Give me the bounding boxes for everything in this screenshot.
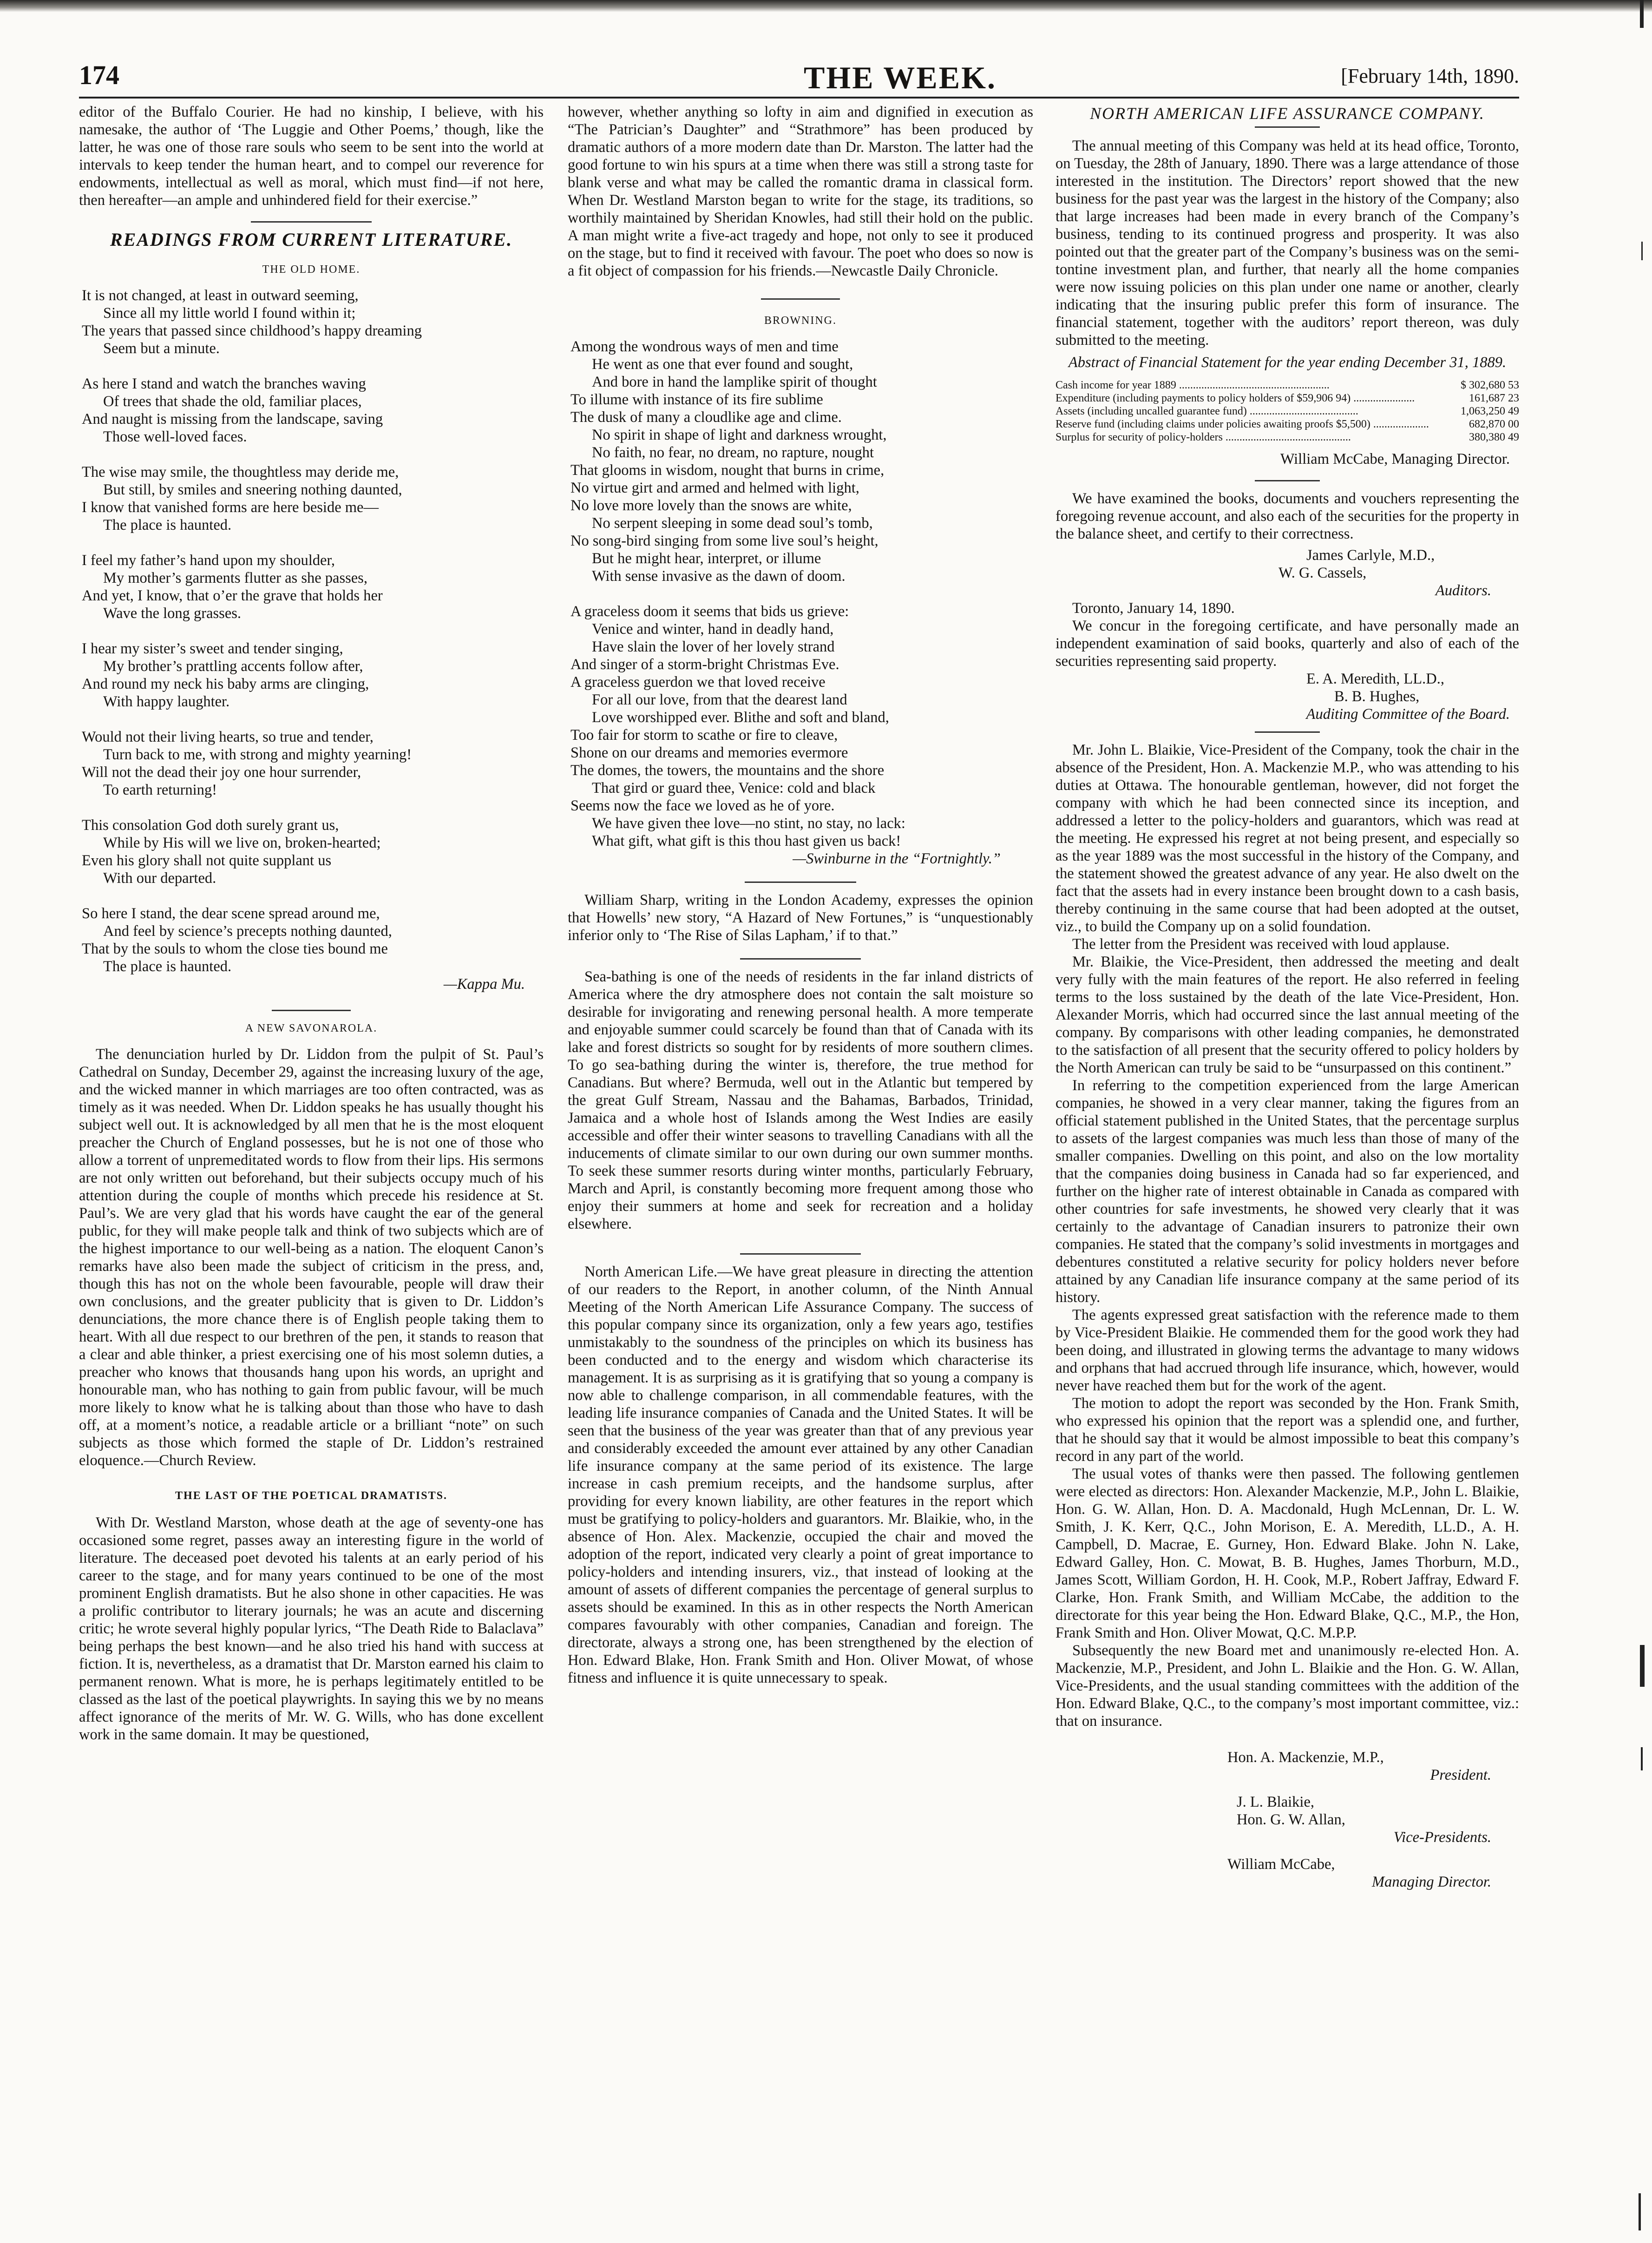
poem-line: To illume with instance of its fire sublime [570, 391, 823, 408]
committee-name: B. B. Hughes, [1334, 688, 1420, 705]
article-title: THE LAST OF THE POETICAL DRAMATISTS. [175, 1490, 447, 1502]
page-right-edge [1615, 0, 1652, 2243]
poem-line: He went as one that ever found and sought, [592, 356, 853, 373]
poem-line: Those well-loved faces. [103, 428, 247, 445]
financial-signature: William McCabe, Managing Director. [1280, 451, 1510, 467]
article-savonarola: The denunciation hurled by Dr. Liddon from the pulpit of St. Paul’s Cathedral on Sunday, December 29, against the increasing luxury of the age, and the wicked manner in which marriages are too often contracted, was as timely as it was needed. When Dr. Liddon speaks he has usually thought his subject well out. It is acknowledged by all men that he is the most eloquent preacher the Church of England possesses, but he is not one of those who allow a torrent of unpremeditated words to flow from their lips. His sermons are not only written out beforehand, but their subjects occupy much of his attention during the couple of months which precede his residence at St. Paul’s. We are very glad that his words have caught the ear of the general public, for they will make people talk and think of two subjects which are of the highest importance to our well-being as a nation. The eloquent Canon’s remarks have also been made the subject of criticism in the press, and, though this has not on the whole been favourable, people will draw their own conclusions, and the greater publicity that is given to Dr. Liddon’s denunciations, the more chance there is of English people taking them to heart. With all due respect to our brethren of the pen, it stands to reason that a clear and able thinker, a priest exercising one of his most solemn duties, a preacher who knows that thousands hang upon his words, an upright and honourable man, who has nothing to gain from public favour, will be much more likely to know what he is talking about than those who have to dash off, at a moment’s notice, a readable article or a brilliant “note” on such subjects as those which formed the staple of Dr. Liddon’s restrained eloquence.—Church Review. [79, 1046, 544, 1469]
poem-stanza [82, 463, 544, 534]
report-paragraph: The agents expressed great satisfaction with the reference made to them by Vice-President Blaikie. He commended them for the good work they had been doing, and illustrated in glowing terms the advantage to many widows and orphans that had accrued through life insurance, which, however, would never have reached them but for the work of the agent. [1055, 1307, 1519, 1394]
toronto-date: Toronto, January 14, 1890. [1072, 600, 1235, 617]
financial-item: Cash income for year 1889 ...................................................... [1055, 379, 1330, 391]
vice-president-name: J. L. Blaikie, [1237, 1794, 1314, 1810]
auditors-statement: We have examined the books, documents and vouchers representing the foregoing revenue account, and also each of the securities for the property in the balance sheet, and certify to their correctness. [1055, 490, 1519, 542]
section-title: READINGS FROM CURRENT LITERATURE. [110, 229, 513, 250]
page-number: 174 [79, 60, 119, 90]
divider [740, 958, 861, 960]
poem-line: I hear my sister’s sweet and tender singing, [82, 640, 343, 657]
publication-title: THE WEEK. [804, 60, 996, 95]
poem-line: No virtue girt and armed and helmed with light, [570, 480, 859, 496]
poem-line: We have given thee love—no stint, no stay, no lack: [592, 815, 905, 832]
financial-row [1055, 379, 1519, 392]
poem-line: Too fair for storm to scathe or fire to cleave, [570, 727, 838, 743]
column-middle [568, 103, 1033, 1687]
poem-line: With our departed. [103, 870, 216, 887]
financial-row [1055, 431, 1519, 444]
poem-line: But he might hear, interpret, or illume [592, 550, 821, 567]
poem-line: Even his glory shall not quite supplant us [82, 852, 332, 869]
poem-line: The place is haunted. [103, 958, 232, 975]
poem-line: The place is haunted. [103, 517, 232, 533]
poem-line: The wise may smile, the thoughtless may deride me, [82, 464, 399, 480]
poem-line: But still, by smiles and sneering nothing daunted, [103, 481, 402, 498]
poem-line: Shone on our dreams and memories evermore [570, 744, 848, 761]
financial-row [1055, 392, 1519, 405]
poem-line: A graceless doom it seems that bids us grieve: [570, 603, 849, 620]
auditors-label: Auditors. [1435, 582, 1491, 599]
financial-item: Surplus for security of policy-holders ............................................. [1055, 431, 1351, 443]
poem-line: And round my neck his baby arms are clinging, [82, 676, 369, 692]
divider [251, 221, 372, 223]
poem-line: No spirit in shape of light and darkness wrought, [592, 427, 887, 443]
financial-item: Reserve fund (including claims under policies awaiting proofs $5,500) .................... [1055, 418, 1429, 430]
poem-line: That glooms in wisdom, nought that burns in crime, [570, 462, 885, 479]
poem-line: For all our love, from that the dearest land [592, 691, 847, 708]
financial-amount: 682,870 00 [1469, 418, 1519, 430]
poem-line: My mother’s garments flutter as she passes, [103, 570, 367, 586]
poem-stanza [82, 375, 544, 446]
poem-line: Seems now the face we loved as he of yore. [570, 797, 835, 814]
issue-date: [February 14th, 1890. [1341, 65, 1519, 87]
article-title: A NEW SAVONAROLA. [245, 1022, 378, 1034]
poem-line: Since all my little world I found within it; [103, 305, 356, 322]
poem-line: I feel my father’s hand upon my shoulder, [82, 552, 335, 569]
poem-stanza [570, 338, 1033, 585]
poem-old-home [82, 287, 544, 975]
auditor-name: W. G. Cassels, [1278, 565, 1367, 581]
poem-line: And feel by science’s precepts nothing daunted, [103, 923, 392, 940]
poem-stanza [82, 552, 544, 622]
divider [1255, 126, 1320, 128]
page-header [79, 59, 1519, 97]
poem-attribution: —Swinburne in the “Fortnightly.” [793, 850, 1001, 867]
financial-amount: $ 302,680 53 [1461, 379, 1519, 391]
divider [272, 1010, 351, 1011]
article-continuation: however, whether anything so lofty in aim and dignified in execution as “The Patrician’s Daughter” and “Strathmore” has been produced by dramatic authors of a more modern date than Dr. Marston. The latter had the good fortune to win his spurs at a time when there was still a strong taste for blank verse and what may be called the romantic drama in classical form. When Dr. Westland Marston began to write for the stage, its traditions, so worthily maintained by Sheridan Knowles, had still their hold on the public. A man might write a five-act tragedy and hope, not only to see it produced on the stage, but to find it received with favour. The poet who does so now is a fit object of compassion for his friends.—Newcastle Daily Chronicle. [568, 104, 1033, 279]
poem-line: To earth returning! [103, 782, 217, 798]
financial-row [1055, 418, 1519, 431]
poem-line: And bore in hand the lamplike spirit of thought [592, 374, 877, 390]
financial-item: Assets (including uncalled guarantee fund) ....................................... [1055, 405, 1358, 417]
poem-line: While by His will we live on, broken-hearted; [103, 835, 381, 851]
committee-label: Auditing Committee of the Board. [1306, 706, 1510, 723]
poem-stanza [82, 640, 544, 710]
report-paragraph: Subsequently the new Board met and unanimously re-elected Hon. A. Mackenzie, M.P., President, and John L. Blaikie and the Hon. G. W. Allan, Vice-Presidents, and the usual standing committees with the addition of the Hon. Edward Blake, Q.C., to the company’s most important committee, viz.: that on insurance. [1055, 1642, 1519, 1730]
header-rule [79, 97, 1519, 99]
poem-line: Among the wondrous ways of men and time [570, 338, 839, 355]
poem-line: My brother’s prattling accents follow after, [103, 658, 363, 675]
poem-line: And naught is missing from the landscape, saving [82, 411, 383, 428]
poem-line: So here I stand, the dear scene spread around me, [82, 905, 380, 922]
intro-paragraph: editor of the Buffalo Courier. He had no kinship, I believe, with his namesake, the author of ‘The Luggie and Other Poems,’ though, like the latter, he was one of those rare souls who seem to be sent into the world at intervals to keep tender the human heart, and to compel our reverence for endowments, intellectual as well as moral, which must find—if not here, then hereafter—an ample and unhindered field for their exercise.” [79, 104, 544, 209]
report-title: NORTH AMERICAN LIFE ASSURANCE COMPANY. [1090, 104, 1485, 123]
financial-amount: 161,687 23 [1469, 392, 1519, 404]
divider [761, 298, 840, 300]
poem-line: Seem but a minute. [103, 340, 220, 357]
poem-line: The dusk of many a cloudlike age and clime. [570, 409, 842, 426]
financial-amount: 1,063,250 49 [1461, 405, 1519, 417]
page-top-edge [0, 0, 1652, 12]
poem-stanza [570, 603, 1033, 850]
managing-director-label: Managing Director. [1372, 1874, 1491, 1890]
poem-title: BROWNING. [764, 315, 837, 327]
poem-line: Of trees that shade the old, familiar places, [103, 393, 362, 410]
poem-line: A graceless guerdon we that loved receive [570, 674, 826, 691]
divider [1255, 731, 1320, 733]
report-paragraph: Mr. John L. Blaikie, Vice-President of the Company, took the chair in the absence of the President, Hon. A. Mackenzie M.P., who was attending to his duties at Ottawa. The honourable gentleman, however, did not forget the company with which he had been connected since its inception, and addressed a letter to the policy-holders and guarantors, which was read at the meeting. He expressed his regret at not being present, and especially so as the year 1889 was the most successful in the history of the Company, and the statement showed the greatest advance of any year. He also dwelt on the fact that the assets had in every instance been brought down to a cash basis, thereby continuing in the same course that had been adopted at the outset, viz., to build the Company up on a solid foundation. [1055, 742, 1519, 935]
poem-browning [570, 338, 1033, 850]
poem-line: I know that vanished forms are here beside me— [82, 499, 379, 516]
poem-line: Turn back to me, with strong and mighty yearning! [103, 746, 412, 763]
poem-line: With happy laughter. [103, 693, 230, 710]
vice-president-name: Hon. G. W. Allan, [1237, 1811, 1345, 1828]
poem-line: Would not their living hearts, so true and tender, [82, 729, 374, 745]
vice-presidents-label: Vice-Presidents. [1393, 1829, 1491, 1846]
financial-item: Expenditure (including payments to policy holders of $59,906 94) ...................... [1055, 392, 1415, 404]
president-label: President. [1430, 1767, 1491, 1783]
financial-statement [1055, 379, 1519, 444]
poem-line: Wave the long grasses. [103, 605, 242, 622]
note-north-american-life: North American Life.—We have great pleasure in directing the attention of our readers to the Report, in another column, of the Ninth Annual Meeting of the North American Life Assurance Company. The success of this popular company since its organization, only a few years ago, testifies unmistakably to the soundness of the principles on which its business has been conducted and to the energy and wisdom which characterise its management. It is as surprising as it is gratifying that so young a company is now able to challenge comparison, in all commendable features, with the leading life insurance companies of Canada and the United States. It will be seen that the business of the year was greater than that of any previous year and considerably exceeded the amount ever attained by any other Canadian life insurance company at the same period of its existence. The large increase in cash premium receipts, and the handsome surplus, after providing for every known liability, are other features in the report which must be gratifying to policy-holders and guarantors. Mr. Blaikie, who, in the absence of Hon. Alex. Mackenzie, occupied the chair and moved the adoption of the report, indicated very clearly a point of great importance to policy-holders and intending insurers, viz., that instead of looking at the amount of assets of different companies the percentage of general surplus to assets should be examined. In this as in other respects the North American compares favourably with other companies, Canadian and foreign. The directorate, always a strong one, has been strengthened by the election of Hon. Edward Blake, Hon. Frank Smith and Hon. Oliver Mowat, of whose fitness and influence it is quite unnecessary to speak. [568, 1263, 1033, 1686]
poem-stanza [82, 905, 544, 975]
poem-line: No faith, no fear, no dream, no rapture, nought [592, 444, 874, 461]
poem-title: THE OLD HOME. [262, 263, 361, 276]
managing-director-name: William McCabe, [1227, 1856, 1335, 1873]
poem-line: As here I stand and watch the branches waving [82, 375, 366, 392]
president-name: Hon. A. Mackenzie, M.P., [1227, 1749, 1384, 1766]
poem-line: That by the souls to whom the close ties bound me [82, 941, 388, 957]
poem-line: Will not the dead their joy one hour surrender, [82, 764, 361, 781]
poem-stanza [82, 728, 544, 799]
poem-line: It is not changed, at least in outward seeming, [82, 287, 359, 304]
committee-name: E. A. Meredith, LL.D., [1306, 671, 1444, 687]
report-paragraph: In referring to the competition experienced from the large American companies, he showed in a very clear manner, taking the figures from an official statement published in the United States, that the percentage surplus to assets of the largest companies was much less than those of many of the smaller companies. Dwelling on this point, and also on the low mortality that the companies doing business in Canada had so far experienced, and further on the higher rate of interest obtainable in Canada as compared with other countries for safe investments, he showed very clearly that it was certainly to the advantage of Canadian insurers to patronize their own companies. He stated that the company’s solid investments in mortgages and debentures constituted a relative security for policy holders never before attained by any Canadian life insurance company at the same period of its history. [1055, 1077, 1519, 1306]
poem-line: Venice and winter, hand in deadly hand, [592, 621, 834, 638]
poem-line: No serpent sleeping in some dead soul’s tomb, [592, 515, 873, 532]
note-sharp: William Sharp, writing in the London Academy, expresses the opinion that Howells’ new story, “A Hazard of New Fortunes,” is “unquestionably inferior only to ‘The Rise of Silas Lapham,’ if to that.” [568, 892, 1033, 944]
financial-row [1055, 405, 1519, 418]
poem-stanza [82, 816, 544, 887]
article-last-dramatists: With Dr. Westland Marston, whose death at the age of seventy-one has occasioned some regret, passes away an interesting figure in the world of literature. The deceased poet devoted his talents at an early period of his career to the stage, and for many years continued to be one of the most prominent English dramatists. But he also shone in other capacities. He was a prolific contributor to literary journals; he was an acute and discerning critic; he wrote several highly popular lyrics, “The Death Ride to Balaclava” being perhaps the best known—and he also tried his hand with success at fiction. It is, nevertheless, as a dramatist that Dr. Marston earned his claim to permanent renown. What is more, he is perhaps legitimately entitled to be classed as the last of the poetical playwrights. In saying this we by no means affect ignorance of the merits of Mr. W. G. Wills, who has done excellent work in the same domain. It may be questioned, [79, 1514, 544, 1743]
column-left [79, 103, 544, 1743]
divider [740, 1253, 861, 1255]
poem-stanza [82, 287, 544, 357]
abstract-title: Abstract of Financial Statement for the year ending December 31, 1889. [1068, 354, 1507, 371]
report-body [1055, 741, 1519, 1730]
poem-line: And yet, I know, that o’er the grave that holds her [82, 587, 383, 604]
poem-line: What gift, what gift is this thou hast given us back! [592, 833, 901, 849]
poem-line: The domes, the towers, the mountains and the shore [570, 762, 885, 779]
column-right [1055, 103, 1519, 1891]
auditor-name: James Carlyle, M.D., [1306, 547, 1435, 564]
poem-line: The years that passed since childhood’s happy dreaming [82, 322, 422, 339]
divider [1255, 480, 1320, 481]
divider [745, 881, 856, 883]
note-sea-bathing: Sea-bathing is one of the needs of residents in the far inland districts of America where the dry atmosphere does not contain the salt moisture so desirable for invigorating and renewing personal health. A more temperate and enjoyable summer could scarcely be found than that of Canada with its lake and forest districts so sought for by residents of more southern climes. To go sea-bathing during the winter is, therefore, the true method for Canadians. But where? Bermuda, well out in the Atlantic but tempered by the great Gulf Stream, Nassau and the Bahamas, Barbados, Trinidad, Jamaica and a whole host of Islands among the West Indies are easily accessible and offer their winter seasons to travelling Canadians with all the inducements of climate similar to our own during our own summer months. To seek these summer resorts during winter months, particularly February, March and April, is constantly becoming more frequent among those who enjoy their summers at home and seek for recreation and a holiday elsewhere. [568, 968, 1033, 1232]
poem-line: With sense invasive as the dawn of doom. [592, 568, 846, 585]
report-paragraph: The motion to adopt the report was seconded by the Hon. Frank Smith, who expressed his opinion that the report was a splendid one, and further, that he should say that it would be almost impossible to beat this company’s record in any part of the world. [1055, 1395, 1519, 1465]
poem-line: This consolation God doth surely grant us, [82, 817, 339, 834]
poem-line: No love more lovely than the snows are white, [570, 497, 852, 514]
report-paragraph: The letter from the President was received with loud applause. [1072, 936, 1450, 953]
report-paragraph: Mr. Blaikie, the Vice-President, then addressed the meeting and dealt very fully with the main features of the report. He also referred in feeling terms to the loss sustained by the death of the late Vice-President, Hon. Alexander Morris, which had occurred since the last annual meeting of the company. By comparisons with other leading companies, he demonstrated to the satisfaction of all present that the security offered to policy holders by the North American can truly be said to be “unsurpassed on this continent.” [1055, 954, 1519, 1076]
poem-line: That gird or guard thee, Venice: cold and black [592, 780, 876, 796]
poem-line: And singer of a storm-bright Christmas Eve. [570, 656, 839, 673]
poem-line: Have slain the lover of her lovely strand [592, 638, 835, 655]
financial-amount: 380,380 49 [1469, 431, 1519, 443]
poem-attribution: —Kappa Mu. [443, 976, 525, 993]
report-paragraph: The usual votes of thanks were then passed. The following gentlemen were elected as directors: Hon. Alexander Mackenzie, M.P., John L. Blaikie, Hon. G. W. Allan, Hon. D. A. Macdonald, Hugh McLennan, Dr. L. W. Smith, J. K. Kerr, Q.C., John Morison, E. A. Meredith, LL.D., A. H. Campbell, D. Macrae, E. Gurney, Hon. Edward Blake. John N. Lake, Edward Galley, Hon. C. Mowat, B. B. Hughes, James Thorburn, M.D., James Scott, William Gordon, H. H. Cook, M.P., Robert Jaffray, Edward F. Clarke, Hon. Frank Smith, and William McCabe, the addition to the directorate for this year being the Hon. Edward Blake, Q.C., M.P., the Hon, Frank Smith and Hon. Oliver Mowat, Q.C. M.P.P. [1055, 1466, 1519, 1641]
poem-line: No song-bird singing from some live soul’s height, [570, 533, 878, 549]
meeting-paragraph: The annual meeting of this Company was held at its head office, Toronto, on Tuesday, the 28th of January, 1890. There was a large attendance of those interested in the institution. The Directors’ report showed that the new business for the past year was the largest in the history of the Company; also that large increases had been made in every branch of the Company’s business, tending to its continued progress and prosperity. It was also pointed out that the greater part of the Company’s business was on the semi-tontine investment plan, and further, that nearly all the home companies were now issuing policies on this plan under one name or another, clearly indicating that the insuring public prefer this form of insurance. The financial statement, together with the auditors’ report thereon, was duly submitted to the meeting. [1055, 138, 1519, 349]
committee-statement: We concur in the foregoing certificate, and have personally made an independent examination of said books, quarterly and also of each of the securities representing said property. [1055, 618, 1519, 670]
poem-line: Love worshipped ever. Blithe and soft and bland, [592, 709, 889, 726]
